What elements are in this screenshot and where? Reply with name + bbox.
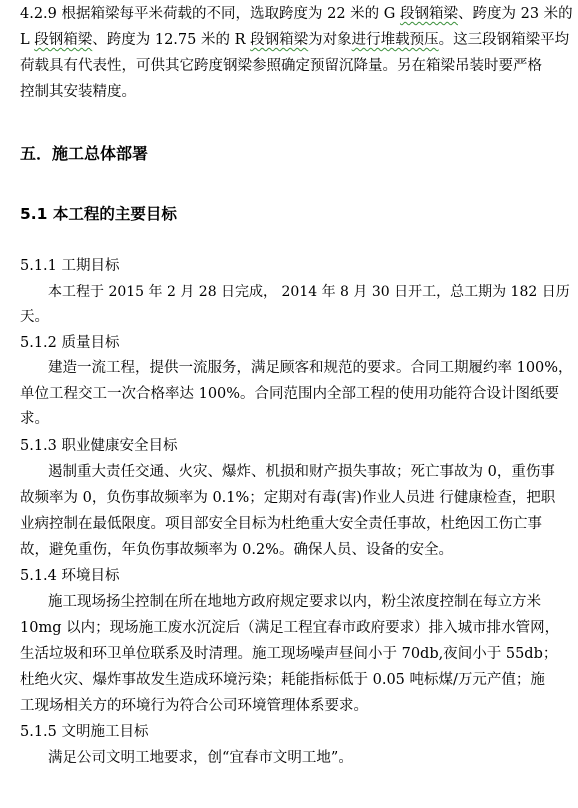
subsection-title: 5.1.3 职业健康安全目标: [20, 438, 178, 454]
text-line: L 段钢箱梁、跨度为 12.75 米的 R 段钢箱梁为对象进行堆载预压。这三段钢箱梁平均: [20, 32, 570, 48]
text-line: 求。: [20, 411, 49, 427]
text-line: 本工程于 2015 年 2 月 28 日完成， 2014 年 8 月 30 日开工，总工期为 182 日历: [48, 284, 570, 300]
subsection-title: 5.1.1 工期目标: [20, 258, 120, 274]
text-line: 故频率为 0，负伤事故频率为 0.1%；定期对有毒(害)作业人员进 行健康检查，把职: [20, 490, 556, 506]
chapter-heading: 五．施工总体部署: [20, 144, 149, 163]
text-line: 故，避免重伤，年负伤事故频率为 0.2%。确保人员、设备的安全。: [20, 542, 453, 558]
text-line: 施工现场扬尘控制在所在地地方政府规定要求以内，粉尘浓度控制在每立方米: [48, 594, 541, 610]
text-line: 工现场相关方的环境行为符合公司环境管理体系要求。: [20, 698, 368, 714]
text-line: 生活垃圾和环卫单位联系及时清理。施工现场噪声昼间小于 70db,夜间小于 55db；: [20, 646, 558, 662]
text-line: 10mg 以内；现场施工废水沉淀后（满足工程宜春市政府要求）排入城市排水管网，: [20, 620, 560, 636]
text-line: 满足公司文明工地要求，创“宜春市文明工地”。: [48, 750, 353, 766]
text-line: 建造一流工程，提供一流服务，满足顾客和规范的要求。合同工期履约率 100%，: [48, 360, 573, 376]
text-line: 业病控制在最低限度。项目部安全目标为杜绝重大安全责任事故，杜绝因工伤亡事: [20, 516, 542, 532]
text-line: 杜绝火灾、爆炸事故发生造成环境污染；耗能指标低于 0.05 吨标煤/万元产值；施: [20, 672, 545, 688]
text-line: 4.2.9 根据箱梁每平米荷载的不同，选取跨度为 22 米的 G 段钢箱梁、跨度为 23 米的: [20, 6, 573, 22]
subsection-title: 5.1.4 环境目标: [20, 568, 120, 584]
subsection-title: 5.1.5 文明施工目标: [20, 724, 149, 740]
text-line: 荷载具有代表性，可供其它跨度钢梁参照确定预留沉降量。另在箱梁吊装时要严格: [20, 58, 542, 74]
text-line: 天。: [20, 309, 49, 325]
text-line: 控制其安装精度。: [20, 84, 136, 100]
section-heading: 5.1 本工程的主要目标: [20, 205, 177, 223]
text-line: 遏制重大责任交通、火灾、爆炸、机损和财产损失事故；死亡事故为 0，重伤事: [48, 464, 555, 480]
subsection-title: 5.1.2 质量目标: [20, 335, 120, 351]
text-line: 单位工程交工一次合格率达 100%。合同范围内全部工程的使用功能符合设计图纸要: [20, 386, 560, 402]
